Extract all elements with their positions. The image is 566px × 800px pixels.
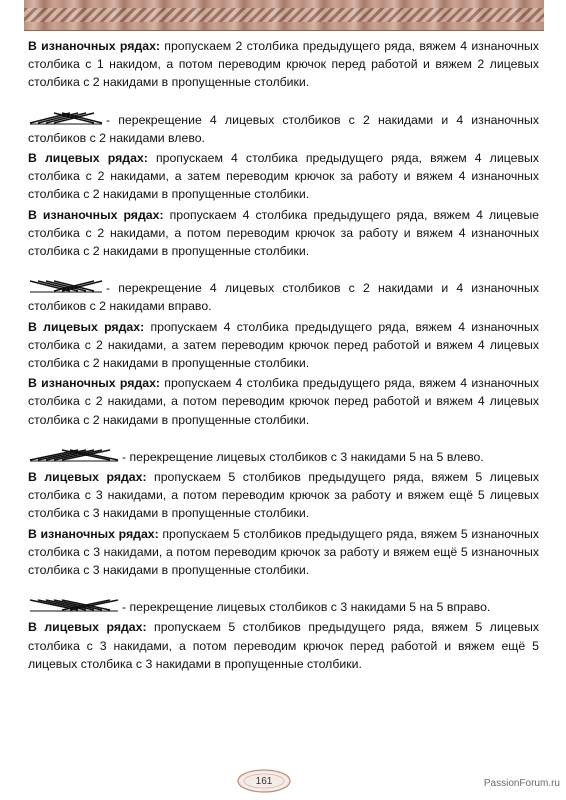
row-text: пропускаем 5 столбиков предыдущего ряда, вяжем 5 лицевых столбика с 3 накидами, а потом переводим крючок за работу и вяжем ещё 5 лицевых столбика с 3 накидами в пропущенные столбики. bbox=[28, 470, 539, 521]
row-instruction bbox=[28, 37, 539, 92]
symbol-block bbox=[28, 279, 539, 429]
symbol-caption-line bbox=[28, 279, 539, 315]
symbol-caption: - перекрещение лицевых столбиков с 3 накидами 5 на 5 вправо. bbox=[122, 600, 491, 615]
row-instruction bbox=[28, 149, 539, 204]
symbol-caption-line bbox=[28, 598, 539, 616]
row-instruction bbox=[28, 618, 539, 673]
row-text: пропускаем 5 столбиков предыдущего ряда, вяжем 5 изнаночных столбика с 3 накидами, а потом переводим крючок за работу и вяжем ещё 5 изнаночных столбика с 3 накидами в пропущенные столбики. bbox=[28, 526, 540, 578]
page-number bbox=[236, 768, 292, 794]
row-text: пропускаем 5 столбиков предыдущего ряда, вяжем 5 лицевых столбика с 3 накидами, а потом переводим крючок перед работой и вяжем ещё 5 лицевых столбика с 3 накидами в пропущенные столбики. bbox=[28, 620, 539, 671]
row-label: В изнаночных рядах: bbox=[28, 376, 161, 391]
row-text: пропускаем 2 столбика предыдущего ряда, вяжем 4 изнаночных столбика с 1 накидом, а потом переводим крючок перед работой и вяжем 2 лицевых столбика с 2 накидами в пропущенные столбики. bbox=[28, 39, 539, 90]
symbol-caption-line bbox=[28, 448, 539, 466]
row-instruction bbox=[28, 468, 539, 523]
symbol-caption: - перекрещение 4 лицевых столбиков с 2 накидами и 4 изнаночных столбиков с 2 накидами влево. bbox=[28, 112, 539, 145]
row-label: В лицевых рядах: bbox=[28, 319, 145, 334]
row-text: пропускаем 4 столбика предыдущего ряда, вяжем 4 изнаночных столбика с 2 накидами, а затем переводим крючок перед работой и вяжем 4 лицевых столбика с 2 накидами в пропущенные столбики. bbox=[28, 319, 539, 371]
cross-5-left-icon bbox=[28, 448, 120, 462]
symbol-block bbox=[28, 111, 539, 261]
row-label: В изнаночных рядах: bbox=[28, 526, 159, 541]
watermark-text: PassionForum.ru bbox=[483, 778, 560, 789]
row-label: В изнаночных рядах: bbox=[28, 39, 161, 53]
row-text: пропускаем 4 столбика предыдущего ряда, вяжем 4 лицевых столбика с 2 накидами, а затем переводим крючок за работу и вяжем 4 изнаночных столбика с 2 накидами в пропущенные столбики. bbox=[28, 151, 539, 202]
row-label: В лицевых рядах: bbox=[28, 470, 147, 485]
row-label: В лицевых рядах: bbox=[28, 620, 147, 635]
row-label: В лицевых рядах: bbox=[28, 151, 148, 166]
symbol-block bbox=[28, 448, 539, 579]
symbol-caption-line bbox=[28, 111, 539, 147]
page-number-text: 161 bbox=[255, 775, 273, 787]
row-text: пропускаем 4 столбика предыдущего ряда, вяжем 4 лицевые столбика с 2 накидами, а потом переводим крючок за работу и вяжем 4 изнаночных столбика с 2 накидами в пропущенные столбики. bbox=[28, 207, 539, 259]
cable-knit-banner-icon bbox=[24, 0, 544, 31]
row-instruction bbox=[28, 525, 539, 580]
symbol-block bbox=[28, 598, 539, 673]
symbol-caption: - перекрещение 4 лицевых столбиков с 2 накидами и 4 изнаночных столбиков с 2 накидами вправо. bbox=[28, 281, 539, 314]
row-text: пропускаем 4 столбика предыдущего ряда, вяжем 4 изнаночных столбика с 2 накидами, а потом переводим крючок перед работой и вяжем 4 лицевых столбика с 2 накидами в пропущенные столбики. bbox=[28, 376, 539, 427]
cross-4-left-icon bbox=[28, 111, 104, 125]
symbol-caption: - перекрещение лицевых столбиков с 3 накидами 5 на 5 влево. bbox=[122, 449, 484, 464]
row-instruction bbox=[28, 374, 539, 429]
text-block bbox=[28, 37, 539, 92]
cross-5-right-icon bbox=[28, 598, 120, 612]
row-instruction bbox=[28, 206, 539, 261]
row-label: В изнаночных рядах: bbox=[28, 207, 164, 222]
row-instruction bbox=[28, 318, 539, 373]
cross-4-right-icon bbox=[28, 279, 104, 293]
page-content bbox=[28, 37, 539, 675]
